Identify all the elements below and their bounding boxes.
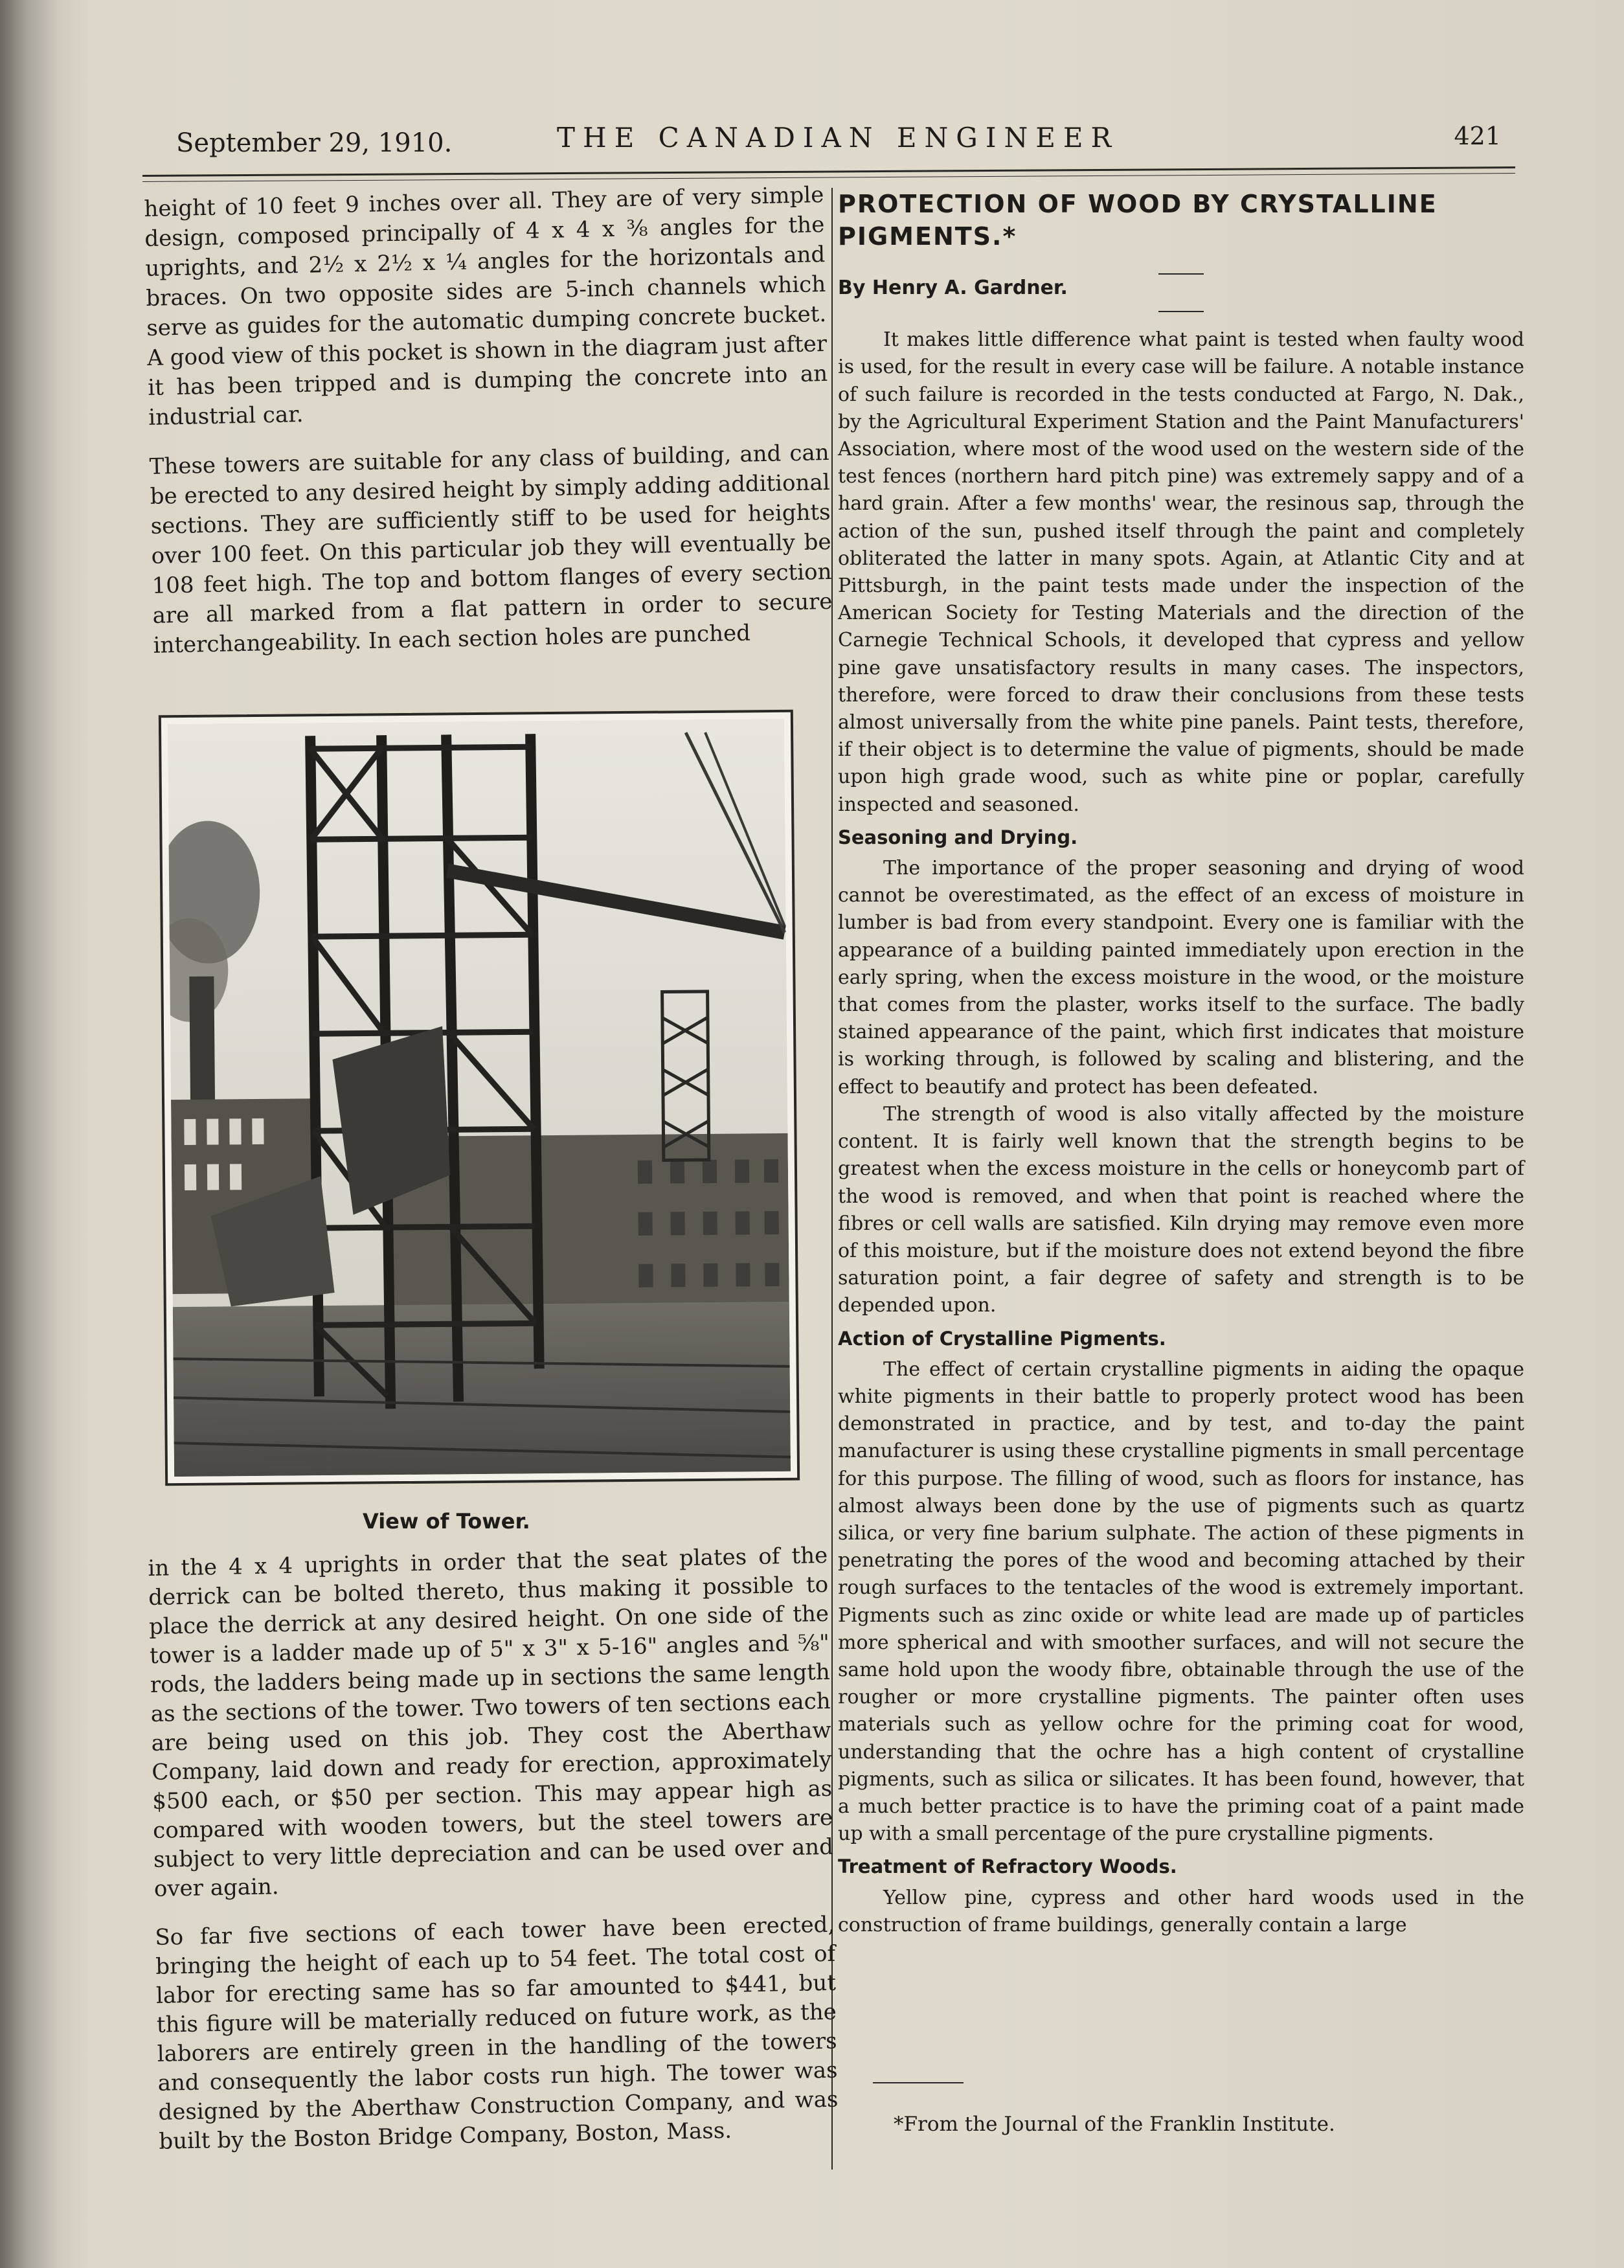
left-paragraph: in the 4 x 4 uprights in order that the seat plates of the derrick can be bolted thereto, thus making it possible to place the derrick at any desired height. On one side of the tower is a ladder made up of 5" x 3" x 5-16" angles and ⅝" rods, the ladders being made up in sections the same length as the sections of the tower. Two towers of ten sections each are being used on this job. They cost the Aberthaw Company, laid down and ready for erection, approximately $500 each, or $50 per section. This may appear high as compared with wooden towers, but the steel towers are subject to very little depreciation and can be used over and over again. (148, 1542, 834, 1902)
tower-photo (159, 710, 800, 1486)
journal-title: THE CANADIAN ENGINEER (557, 122, 1120, 153)
article-intro: It makes little difference what paint is tested when faulty wood is used, for the result in every case will be failure. A notable instance of such failure is recorded in the tests conducted at Fargo, N. Dak., by the Agricultural Experiment Station and the Paint Manufacturers' Association, where most of the wood used on the western side of the test fences (northern hard pitch pine) was extremely sappy and of a hard grain. After a few months' wear, the resinous sap, through the action of the sun, pushed itself through the paint and completely obliterated the latter in many spots. Again, at Atlantic City and at Pittsburgh, in the paint tests made under the inspection of the American Society for Testing Materials and the direction of the Carnegie Technical Schools, it developed that cypress and yellow pine gave unsatisfactory results in many cases. The inspectors, therefore, were forced to draw their conclusions from these tests almost universally from the white pine panels. Paint tests, therefore, if their object is to determine the value of pigments, should be made upon high grade wood, such as white pine or poplar, carefully inspected and seasoned. (838, 328, 1524, 816)
footnote: *From the Journal of the Franklin Institute. (894, 2113, 1335, 2136)
left-column-top (144, 180, 833, 680)
tower-photo-image (168, 719, 791, 1477)
section-heading-crystalline: Action of Crystalline Pigments. (838, 1327, 1166, 1350)
article-title-line1: PROTECTION OF WOOD BY CRYSTALLINE (838, 190, 1438, 218)
header-rule (142, 166, 1515, 177)
left-paragraph: These towers are suitable for any class of building, and can be erected to any desired height by simply adding additional sections. They are sufficiently stiff to be used for heights over 100 feet. On this particular job they will eventually be 108 feet high. The top and bottom flanges of every section are all marked from a flat pattern in order to secure interchangeability. In each section holes are punched (149, 439, 833, 659)
left-paragraph: height of 10 feet 9 inches over all. They are of very simple design, composed principally of 4 x 4 x ⅜ angles for the uprights, and 2½ x 2½ x ¼ angles for the horizontals and braces. On two opposite sides are 5-inch channels which serve as guides for the automatic dumping concrete bucket. A good view of this pocket is shown in the diagram just after it has been tripped and is dumping the concrete into an industrial car. (144, 182, 828, 431)
issue-date: September 29, 1910. (176, 128, 453, 158)
page-number: 421 (1454, 122, 1501, 150)
section-heading-refractory: Treatment of Refractory Woods. (838, 1855, 1177, 1878)
article-byline: By Henry A. Gardner. (838, 277, 1068, 299)
photo-caption: View of Tower. (363, 1509, 530, 1534)
article-paragraph: The importance of the proper seasoning and drying of wood cannot be overestimated, as the effect of an excess of moisture in lumber is bad from every standpoint. Every one is familiar with the appearance of a building painted immediately upon erection in the early spring, when the excess moisture in the wood, or the moisture that comes from the plaster, works itself to the surface. The badly stained appearance of the paint, which first indicates that moisture is working through, is followed by scaling and blistering, and the effect to beautify and protect has been defeated. (838, 857, 1524, 1098)
byline-rule (1158, 311, 1204, 312)
article-paragraph: The strength of wood is also vitally affected by the moisture content. It is fairly well known that the strength begins to be greatest when the excess moisture in the cells or honeycomb part of the wood is removed, and when that point is reached where the fibres or cell walls are satisfied. Kiln drying may remove even more of this moisture, but if the moisture does not extend beyond the fibre saturation point, a fair degree of safety and strength is to be depended upon. (838, 1102, 1524, 1317)
section-heading-seasoning: Seasoning and Drying. (838, 826, 1078, 848)
article-title-line2: PIGMENTS.* (838, 222, 1017, 251)
page-header (175, 117, 1502, 162)
left-paragraph: So far five sections of each tower have been erected, bringing the height of each up to 54 feet. The total cost of labor for erecting same has so far amounted to $441, but this figure will be materially reduced on future work, as the laborers are entirely green in the handling of the towers and consequently the labor costs run high. The tower was designed by the Aberthaw Construction Company, and was built by the Boston Bridge Company, Boston, Mass. (154, 1911, 839, 2155)
article-paragraph: The effect of certain crystalline pigments in aiding the opaque white pigments in their battle to properly protect wood has been demonstrated in practice, and by test, and to-day the paint manufacturer is using these crystalline pigments in small percentage for this purpose. The filling of wood, such as floors for instance, has almost always been done by the use of pigments such as quartz silica, or very fine barium sulphate. The action of these pigments in penetrating the pores of the wood and becoming attached by their rough surfaces to the tentacles of the wood is extremely important. Pigments such as zinc oxide or white lead are made up of particles more spherical and with smoother surfaces, and will not secure the same hold upon the woody fibre, obtainable through the use of the rougher or more crystalline pigments. The painter often uses materials such as yellow ochre for the priming coat for wood, understanding that the ochre has a high content of crystalline pigments, such as silica or silicates. It has been found, however, that a much better practice is to have the priming coat of a paint made up with a small percentage of the pure crystalline pigments. (838, 1357, 1524, 1846)
footnote-rule (873, 2082, 964, 2083)
right-column-article (838, 188, 1524, 1939)
left-column-bottom (148, 1541, 839, 2176)
article-paragraph: Yellow pine, cypress and other hard woods used in the construction of frame buildings, generally contain a large (838, 1886, 1524, 1936)
